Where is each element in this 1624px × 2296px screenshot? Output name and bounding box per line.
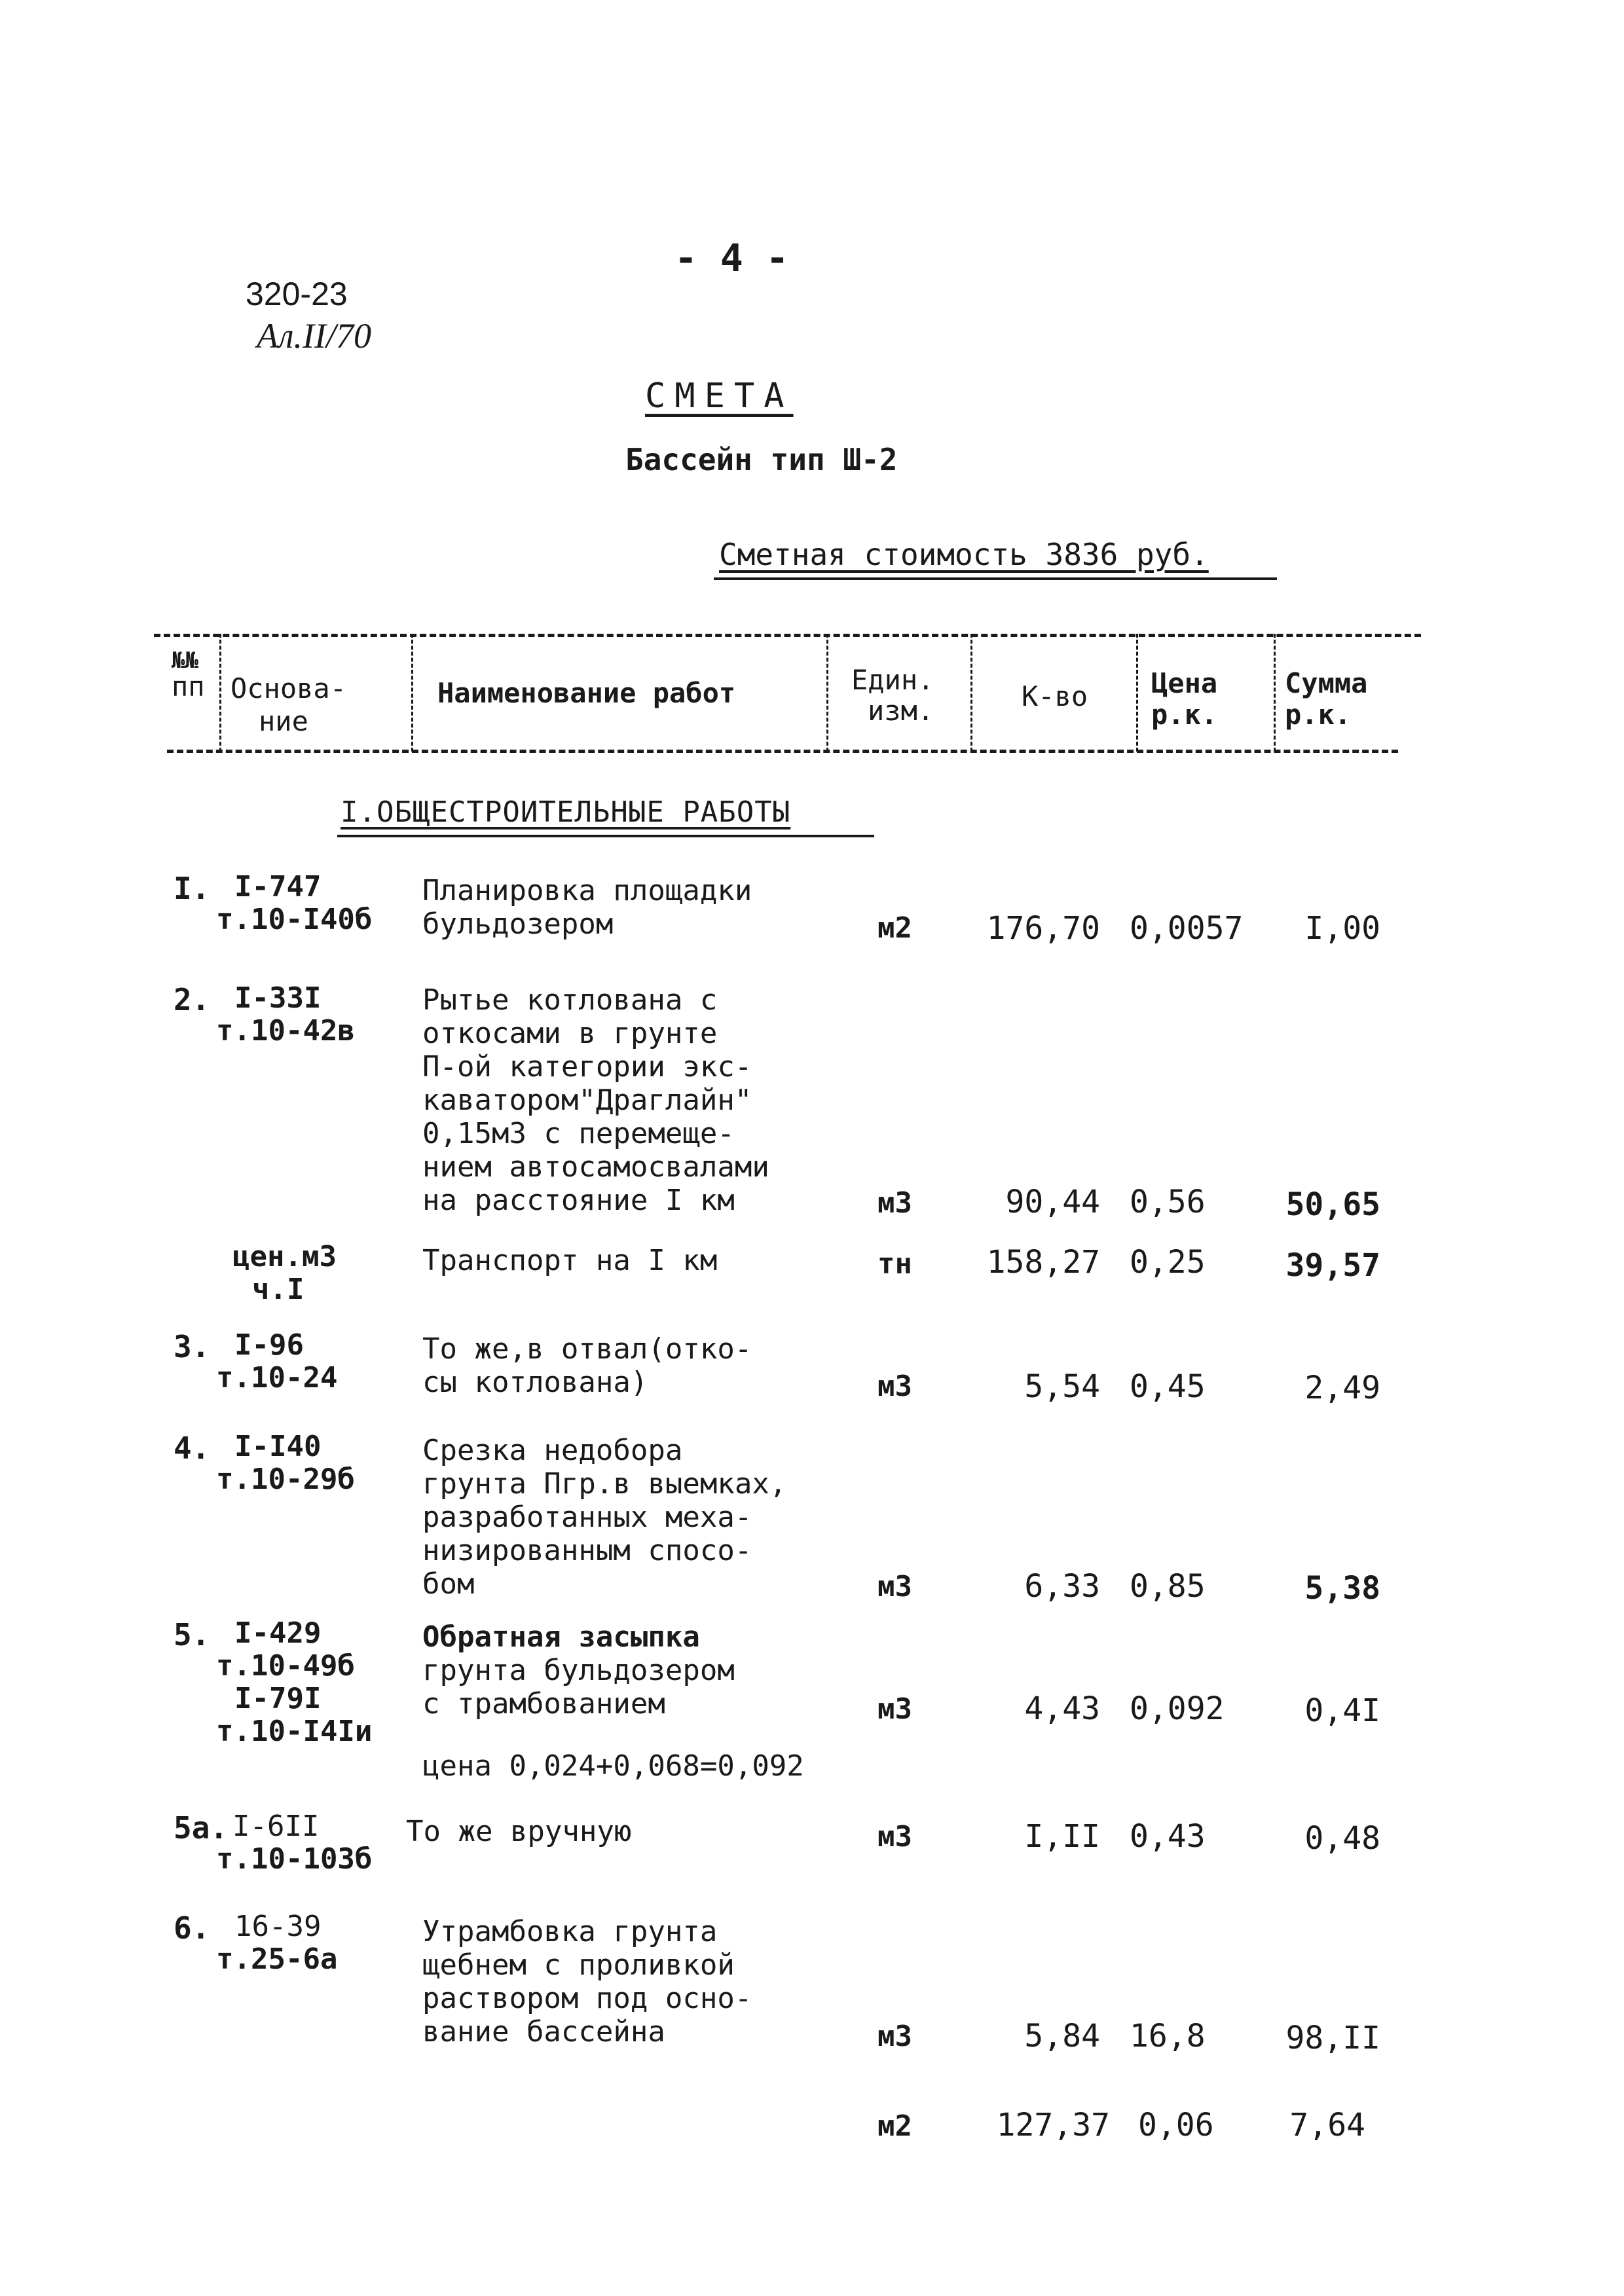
row-basis: т.10-I4Iи — [216, 1715, 373, 1748]
row-description: грунта Пгр.в выемках, — [422, 1467, 787, 1501]
row-sum: 7,64 — [1289, 2107, 1365, 2143]
row-basis: ч.I — [252, 1273, 304, 1306]
row-description: Срезка недобора — [422, 1434, 683, 1467]
row-basis: т.10-103б — [216, 1842, 373, 1876]
header-num-1: №№ — [172, 647, 198, 674]
row-price: 0,092 — [1130, 1690, 1225, 1727]
price-note: цена 0,024+0,068=0,092 — [422, 1749, 804, 1783]
row-quantity: 5,84 — [1024, 2018, 1100, 2054]
row-sum: 50,65 — [1285, 1186, 1380, 1223]
row-description: разработанных меха- — [422, 1501, 752, 1534]
header-qty: К-во — [1022, 680, 1088, 712]
row-basis: I-79I — [234, 1682, 322, 1715]
header-divider — [219, 634, 221, 752]
header-divider — [1274, 634, 1276, 752]
row-description: Утрамбовка грунта — [422, 1915, 718, 1948]
row-description: 0,15м3 с перемеще- — [422, 1117, 735, 1150]
row-unit: м2 — [877, 2109, 912, 2143]
header-sum-2: р.к. — [1285, 699, 1352, 731]
header-divider — [970, 634, 972, 752]
row-number: 2. — [174, 982, 210, 1017]
row-number: 5. — [174, 1617, 210, 1652]
page-number: - 4 - — [674, 236, 789, 280]
row-quantity: 127,37 — [996, 2107, 1110, 2143]
row-basis: I-96 — [234, 1328, 304, 1362]
row-basis: т.10-49б — [216, 1649, 355, 1683]
section-title: I.ОБЩЕСТРОИТЕЛЬНЫЕ РАБОТЫ — [341, 795, 791, 829]
row-description: вание бассейна — [422, 2015, 665, 2049]
header-divider — [411, 634, 413, 752]
row-price: 0,85 — [1130, 1568, 1206, 1605]
row-description: То же вручную — [406, 1815, 632, 1848]
project-code: 320-23 — [246, 276, 348, 312]
row-price: 16,8 — [1130, 2018, 1206, 2054]
row-description: Транспорт на I км — [422, 1244, 718, 1277]
row-number: I. — [174, 871, 210, 906]
row-unit: м3 — [877, 1820, 912, 1853]
row-price: 0,43 — [1130, 1818, 1206, 1855]
header-sum-1: Сумма — [1285, 667, 1368, 699]
row-unit: тн — [877, 1247, 912, 1281]
row-sum: 39,57 — [1285, 1247, 1380, 1284]
row-unit: м3 — [877, 1570, 912, 1603]
row-unit: м2 — [877, 911, 912, 945]
row-description: То же,в отвал(отко- — [422, 1332, 752, 1366]
row-sum: 2,49 — [1304, 1370, 1380, 1406]
header-bottom-rule — [167, 750, 1398, 753]
row-sum: 98,II — [1285, 2020, 1380, 2056]
row-basis: т.10-29б — [216, 1463, 355, 1496]
row-basis: I-33I — [234, 981, 322, 1015]
row-description: с трамбованием — [422, 1687, 665, 1721]
row-quantity: 4,43 — [1024, 1690, 1100, 1727]
row-basis: т.10-42в — [216, 1014, 355, 1048]
cost-underline — [714, 577, 1277, 580]
row-quantity: 5,54 — [1024, 1368, 1100, 1405]
row-description: Планировка площадки — [422, 874, 752, 907]
header-divider — [1136, 634, 1138, 752]
header-unit-2: изм. — [868, 695, 934, 727]
row-price: 0,56 — [1130, 1184, 1206, 1220]
row-price: 0,06 — [1138, 2107, 1214, 2143]
row-description: П-ой категории экс- — [422, 1050, 752, 1084]
row-description: нием автосамосвалами — [422, 1150, 769, 1184]
row-unit: м3 — [877, 2020, 912, 2053]
row-number: 5а. — [174, 1810, 229, 1846]
row-description: сы котлована) — [422, 1366, 648, 1399]
row-description: низированным спосо- — [422, 1534, 752, 1567]
row-basis: т.25-6а — [216, 1942, 338, 1976]
section-underline — [337, 835, 874, 837]
row-description: грунта бульдозером — [422, 1654, 735, 1687]
header-unit-1: Един. — [851, 664, 934, 696]
row-basis: I-I40 — [234, 1430, 322, 1463]
row-number: 4. — [174, 1430, 210, 1466]
row-unit: м3 — [877, 1186, 912, 1220]
header-basis-1: Основа- — [231, 672, 347, 704]
row-basis: I-747 — [234, 870, 322, 903]
header-basis-2: ние — [259, 705, 308, 737]
row-number: 6. — [174, 1910, 210, 1946]
row-basis: т.10-24 — [216, 1361, 338, 1394]
header-price-1: Цена — [1151, 667, 1218, 699]
row-basis: I-429 — [234, 1616, 322, 1650]
row-price: 0,0057 — [1130, 910, 1244, 947]
album-number: Ал.II/70 — [257, 316, 371, 355]
row-description: бом — [422, 1567, 475, 1601]
row-quantity: 90,44 — [1005, 1184, 1100, 1220]
row-unit: м3 — [877, 1370, 912, 1403]
header-price-2: р.к. — [1151, 699, 1218, 731]
row-description: Рытье котлована с — [422, 983, 718, 1017]
row-price: 0,45 — [1130, 1368, 1206, 1405]
row-sum: 0,48 — [1304, 1820, 1380, 1857]
header-num-2: пп — [172, 670, 205, 702]
row-quantity: 158,27 — [986, 1244, 1100, 1281]
row-basis: цен.м3 — [232, 1240, 337, 1273]
document-title: СМЕТА — [645, 376, 794, 416]
row-sum: I,00 — [1304, 910, 1380, 947]
row-description: Обратная засыпка — [422, 1620, 700, 1654]
estimated-cost: Сметная стоимость 3836 руб. — [719, 537, 1209, 572]
row-unit: м3 — [877, 1692, 912, 1726]
document-subtitle: Бассейн тип Ш-2 — [625, 442, 898, 477]
header-divider — [826, 634, 828, 752]
row-basis: т.10-I40б — [216, 903, 373, 936]
row-quantity: I,II — [1024, 1818, 1100, 1855]
row-description: бульдозером — [422, 907, 614, 941]
row-number: 3. — [174, 1329, 210, 1364]
row-quantity: 176,70 — [986, 910, 1100, 947]
row-description: щебнем с проливкой — [422, 1948, 735, 1982]
row-price: 0,25 — [1130, 1244, 1206, 1281]
row-description: откосами в грунте — [422, 1017, 718, 1050]
row-basis: I-6II — [232, 1810, 320, 1843]
row-basis: 16-39 — [234, 1910, 322, 1943]
row-quantity: 6,33 — [1024, 1568, 1100, 1605]
row-description: раствором под осно- — [422, 1982, 752, 2015]
row-description: каватором"Драглайн" — [422, 1084, 752, 1117]
row-description: на расстояние I км — [422, 1184, 735, 1217]
header-top-rule — [154, 634, 1421, 637]
header-name: Наименование работ — [437, 677, 736, 709]
row-sum: 0,4I — [1304, 1692, 1380, 1729]
row-sum: 5,38 — [1304, 1570, 1380, 1607]
